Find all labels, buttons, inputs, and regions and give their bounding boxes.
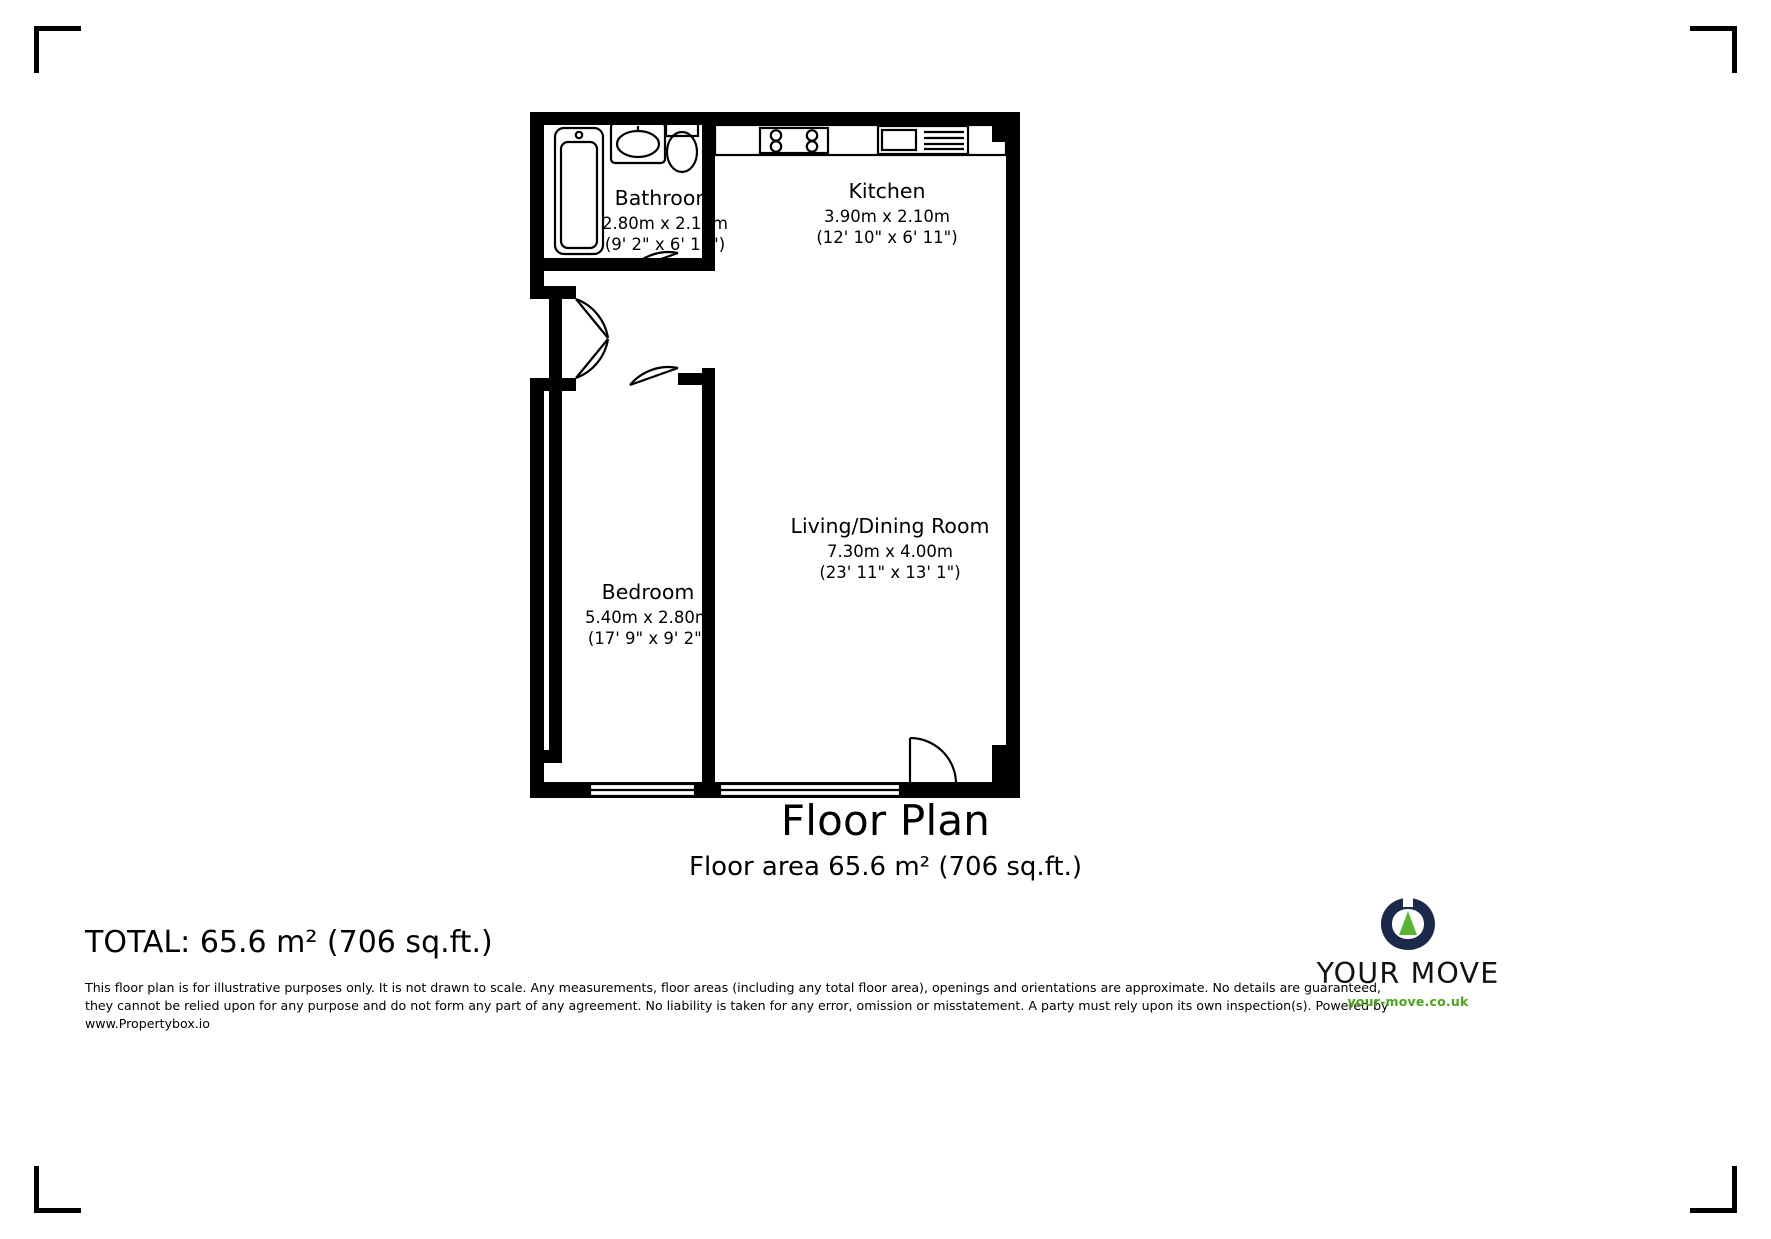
room-label-kitchen (772, 178, 1002, 248)
room-dimension-imperial: (12' 10" x 6' 11") (816, 228, 958, 248)
kitchen-sink-icon (878, 126, 968, 154)
room-dimension-imperial: (17' 9" x 9' 2") (587, 629, 709, 649)
your-move-ring-icon (1298, 895, 1518, 955)
room-name: Kitchen (848, 179, 926, 203)
door-entrance (910, 738, 956, 782)
door-hallway (576, 299, 608, 378)
room-label-living-dining (760, 513, 1020, 583)
room-label-bedroom (538, 579, 758, 649)
room-dimension-imperial: (23' 11" x 13' 1") (819, 563, 961, 583)
room-dimension-imperial: (9' 2" x 6' 11") (604, 235, 726, 255)
crop-mark-top-right (1690, 26, 1737, 73)
sink-icon (611, 123, 665, 163)
crop-mark-bottom-left (34, 1166, 81, 1213)
window-bedroom (590, 784, 695, 796)
room-name: Bathroom (614, 186, 716, 210)
crop-mark-bottom-right (1690, 1166, 1737, 1213)
brand-name: YOUR MOVE (1316, 957, 1500, 990)
toilet-icon (666, 123, 698, 172)
room-dimension-metric: 7.30m x 4.00m (827, 542, 953, 562)
room-dimension-metric: 3.90m x 2.10m (824, 207, 950, 227)
page-title: Floor Plan (780, 796, 991, 845)
room-label-bathroom (560, 185, 770, 255)
disclaimer-text: This floor plan is for illustrative purposes only. It is not drawn to scale. Any measurements, floor areas (including any total floor area), openings and orientations are approximate. No details are guaranteed, they cannot be relied upon for any purpose and do not form any part of any agreement. No liability is taken for any error, omission or misstatement. A party must rely upon its own inspection(s). Powered by www.Propertybox.io (85, 980, 1389, 1031)
floor-area-subtitle: Floor area 65.6 m² (706 sq.ft.) (688, 852, 1082, 882)
room-name: Bedroom (601, 580, 695, 604)
room-dimension-metric: 2.80m x 2.10m (602, 214, 728, 234)
crop-mark-top-left (34, 26, 81, 73)
room-dimension-metric: 5.40m x 2.80m (585, 608, 711, 628)
room-name: Living/Dining Room (790, 514, 990, 538)
brand-logo (1298, 895, 1518, 1009)
brand-url: your-move.co.uk (1347, 994, 1469, 1009)
total-area-text: TOTAL: 65.6 m² (706 sq.ft.) (85, 925, 493, 960)
window-living (720, 784, 900, 796)
